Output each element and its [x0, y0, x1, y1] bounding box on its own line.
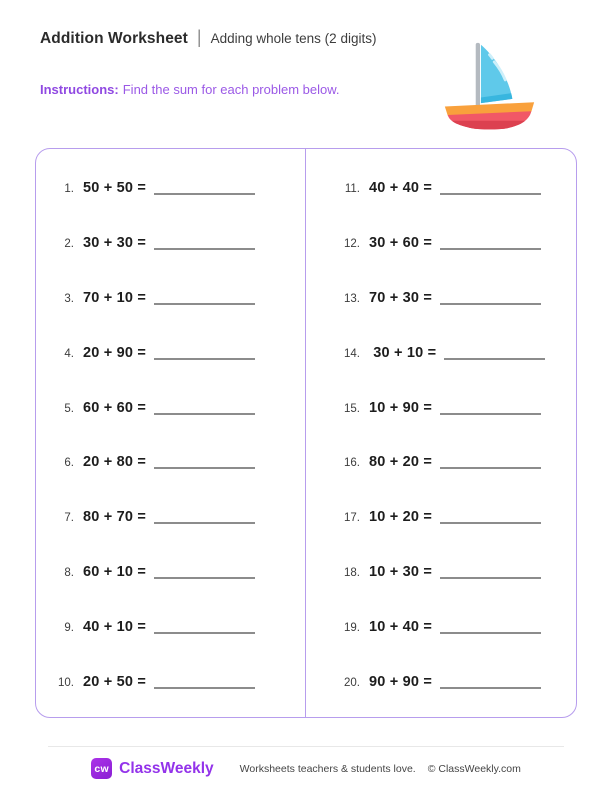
footer-copyright: © ClassWeekly.com — [427, 762, 521, 775]
problem-number: 4. — [64, 347, 74, 360]
problem-expression: 60 + 10 = — [83, 564, 147, 581]
answer-blank — [440, 240, 541, 250]
problem-row — [50, 674, 305, 690]
problem-expression: 10 + 40 = — [369, 619, 433, 635]
problem-row — [50, 619, 305, 635]
problem-row — [50, 235, 305, 251]
problem-number: 14. — [344, 347, 360, 360]
problem-number: 5. — [64, 402, 74, 415]
footer — [0, 746, 612, 779]
problem-number: 20. — [344, 676, 360, 689]
problems-box — [35, 148, 577, 718]
instructions — [40, 82, 340, 97]
problem-row — [336, 619, 576, 635]
answer-blank — [154, 405, 255, 415]
problem-expression: 80 + 20 = — [369, 454, 433, 471]
problem-number: 15. — [344, 402, 360, 415]
problems-column-right — [306, 149, 576, 717]
problem-number: 10. — [58, 676, 74, 689]
problem-number: 19. — [344, 622, 360, 634]
problem-expression: 60 + 60 = — [83, 399, 147, 416]
problem-number: 11. — [344, 183, 360, 195]
problem-row — [336, 674, 576, 690]
problem-row — [336, 509, 576, 525]
brand-name: ClassWeekly — [119, 759, 214, 777]
problem-row — [336, 400, 576, 416]
problem-expression: 30 + 60 = — [369, 234, 433, 251]
problem-expression: 70 + 10 = — [83, 289, 147, 306]
problem-expression: 40 + 40 = — [369, 180, 433, 196]
problem-number: 9. — [64, 622, 74, 634]
boat-mast — [476, 43, 480, 110]
answer-blank — [440, 624, 541, 634]
problem-expression: 10 + 20 = — [369, 509, 433, 526]
problem-row — [50, 400, 305, 416]
problem-row — [50, 180, 305, 196]
problem-expression: 10 + 30 = — [369, 564, 433, 581]
answer-blank — [154, 240, 255, 250]
answer-blank — [154, 514, 255, 524]
instructions-label: Instructions: — [40, 82, 119, 97]
answer-blank — [440, 295, 541, 305]
problem-row — [50, 345, 305, 361]
answer-blank — [440, 185, 541, 195]
classweekly-logo-icon: cw — [91, 758, 112, 779]
problem-expression: 20 + 80 = — [83, 454, 147, 471]
problem-row — [50, 290, 305, 306]
answer-blank — [154, 459, 255, 469]
problem-number: 1. — [64, 183, 74, 195]
problem-row — [336, 235, 576, 251]
sailboat-icon — [442, 40, 537, 135]
problem-number: 16. — [344, 457, 360, 470]
problems-column-left — [36, 149, 306, 717]
footer-divider — [48, 746, 564, 747]
problem-row — [336, 564, 576, 580]
problem-expression: 80 + 70 = — [83, 509, 147, 526]
problem-number: 17. — [344, 512, 360, 525]
problem-row — [336, 290, 576, 306]
page-subtitle: Adding whole tens (2 digits) — [210, 31, 377, 46]
problem-expression: 20 + 50 = — [83, 673, 147, 690]
problem-row — [336, 180, 576, 196]
problem-row — [336, 345, 576, 361]
problem-number: 3. — [64, 292, 74, 305]
answer-blank — [440, 514, 541, 524]
problem-number: 18. — [344, 567, 360, 580]
problem-number: 2. — [64, 237, 74, 250]
problem-expression: 90 + 90 = — [369, 673, 433, 690]
instructions-text: Find the sum for each problem below. — [122, 82, 340, 97]
problem-expression: 30 + 10 = — [369, 344, 437, 361]
problem-number: 7. — [64, 512, 74, 525]
problem-row — [50, 454, 305, 470]
answer-blank — [440, 405, 541, 415]
problem-expression: 50 + 50 = — [83, 180, 147, 196]
problem-number: 12. — [344, 237, 360, 250]
problem-row — [50, 509, 305, 525]
answer-blank — [440, 679, 541, 689]
problem-number: 6. — [64, 457, 74, 470]
answer-blank — [154, 679, 255, 689]
answer-blank — [444, 350, 545, 360]
answer-blank — [154, 295, 255, 305]
answer-blank — [440, 569, 541, 579]
problem-expression: 20 + 90 = — [83, 344, 147, 361]
problem-row — [336, 454, 576, 470]
page-title: Addition Worksheet — [40, 29, 188, 47]
problem-number: 13. — [344, 292, 360, 305]
problem-expression: 10 + 90 = — [369, 399, 433, 416]
answer-blank — [154, 185, 255, 195]
answer-blank — [154, 569, 255, 579]
problem-expression: 70 + 30 = — [369, 289, 433, 306]
answer-blank — [154, 624, 255, 634]
problem-number: 8. — [64, 567, 74, 580]
footer-tagline: Worksheets teachers & students love. — [239, 762, 416, 775]
footer-content — [0, 758, 612, 779]
title-separator: | — [196, 27, 202, 47]
answer-blank — [154, 350, 255, 360]
problem-row — [50, 564, 305, 580]
problem-expression: 30 + 30 = — [83, 234, 147, 251]
answer-blank — [440, 459, 541, 469]
problem-expression: 40 + 10 = — [83, 619, 147, 635]
header — [40, 28, 376, 49]
